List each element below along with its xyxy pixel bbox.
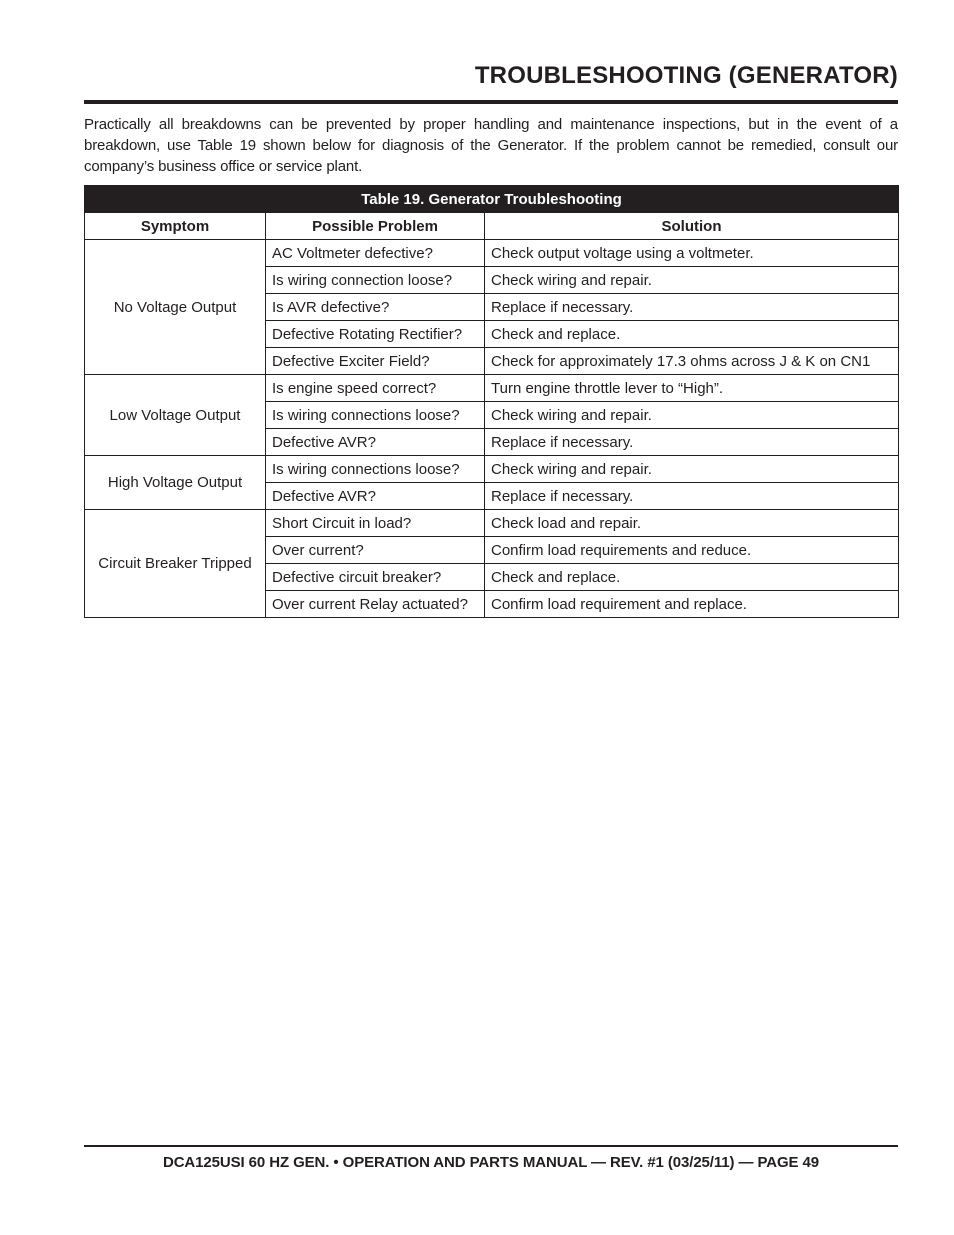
table-row	[85, 510, 899, 537]
problem-cell: Over current Relay actuated?	[266, 591, 485, 618]
solution-cell: Check output voltage using a voltmeter.	[485, 240, 899, 267]
solution-cell: Check wiring and repair.	[485, 402, 899, 429]
problem-cell: Short Circuit in load?	[266, 510, 485, 537]
solution-cell: Check wiring and repair.	[485, 456, 899, 483]
symptom-cell: No Voltage Output	[85, 240, 266, 375]
solution-cell: Check for approximately 17.3 ohms across J & K on CN1	[485, 348, 899, 375]
page-footer: DCA125USI 60 HZ GEN. • OPERATION AND PARTS MANUAL — REV. #1 (03/25/11) — PAGE 49	[162, 1154, 820, 1171]
symptom-cell: Low Voltage Output	[85, 375, 266, 456]
solution-cell: Confirm load requirement and replace.	[485, 591, 899, 618]
problem-cell: Over current?	[266, 537, 485, 564]
solution-cell: Check load and repair.	[485, 510, 899, 537]
solution-cell: Replace if necessary.	[485, 483, 899, 510]
problem-cell: Defective Exciter Field?	[266, 348, 485, 375]
problem-cell: Defective AVR?	[266, 483, 485, 510]
problem-cell: Is engine speed correct?	[266, 375, 485, 402]
intro-paragraph: Practically all breakdowns can be prevented by proper handling and maintenance inspections, but in the event of a breakdown, use Table 19 shown below for diagnosis of the Generator. If the problem cannot be remedied, consult our company’s business office or service plant.	[84, 116, 898, 175]
page-title: TROUBLESHOOTING (GENERATOR)	[474, 62, 898, 89]
solution-cell: Check wiring and repair.	[485, 267, 899, 294]
column-header-symptom: Symptom	[85, 213, 266, 240]
table-row	[85, 456, 899, 483]
solution-cell: Replace if necessary.	[485, 429, 899, 456]
footer-divider	[84, 1145, 898, 1147]
problem-cell: Is wiring connections loose?	[266, 456, 485, 483]
solution-cell: Confirm load requirements and reduce.	[485, 537, 899, 564]
symptom-cell: High Voltage Output	[85, 456, 266, 510]
problem-cell: Is wiring connections loose?	[266, 402, 485, 429]
table-caption: Table 19. Generator Troubleshooting	[85, 186, 899, 213]
problem-cell: Is AVR defective?	[266, 294, 485, 321]
troubleshooting-table	[84, 185, 899, 618]
column-header-possible-problem: Possible Problem	[266, 213, 485, 240]
problem-cell: Defective circuit breaker?	[266, 564, 485, 591]
solution-cell: Turn engine throttle lever to “High”.	[485, 375, 899, 402]
solution-cell: Check and replace.	[485, 564, 899, 591]
problem-cell: Is wiring connection loose?	[266, 267, 485, 294]
problem-cell: AC Voltmeter defective?	[266, 240, 485, 267]
column-header-solution: Solution	[485, 213, 899, 240]
table-row	[85, 375, 899, 402]
solution-cell: Replace if necessary.	[485, 294, 899, 321]
table-row	[85, 240, 899, 267]
solution-cell: Check and replace.	[485, 321, 899, 348]
symptom-cell: Circuit Breaker Tripped	[85, 510, 266, 618]
title-divider	[84, 100, 898, 104]
problem-cell: Defective AVR?	[266, 429, 485, 456]
problem-cell: Defective Rotating Rectifier?	[266, 321, 485, 348]
